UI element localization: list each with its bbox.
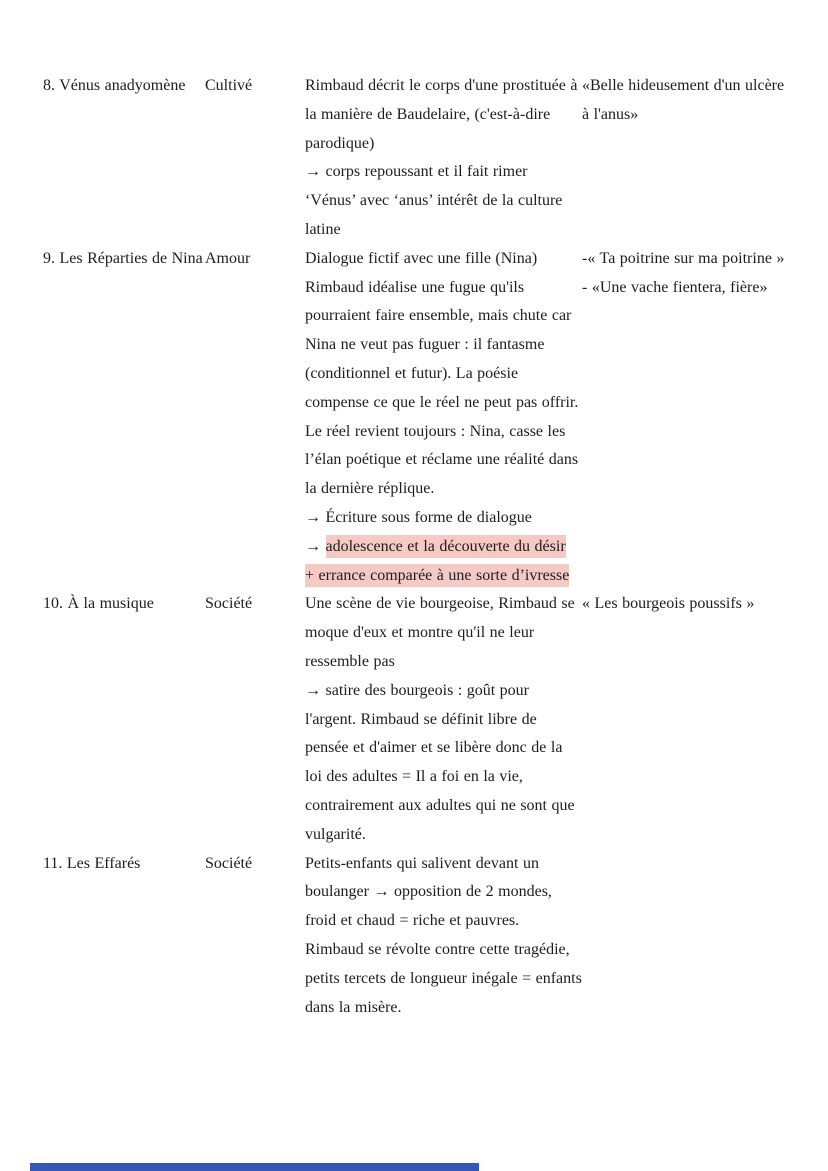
analysis-paragraph — [305, 245, 582, 504]
poem-analysis — [305, 850, 582, 1023]
text-segment: -« Ta poitrine sur ma poitrine » — [582, 249, 785, 267]
analysis-paragraph — [305, 158, 582, 244]
table-row — [43, 850, 791, 1023]
poem-theme: Société — [205, 854, 253, 872]
poem-quote — [582, 72, 791, 245]
text-segment: «Belle hideusement d'un ulcère à l'anus» — [582, 77, 785, 123]
table-row — [43, 72, 791, 245]
quote-paragraph — [582, 590, 791, 619]
analysis-paragraph — [305, 677, 582, 850]
table-row — [43, 590, 791, 849]
analysis-paragraph — [305, 533, 582, 562]
quote-paragraph — [582, 274, 791, 303]
text-segment: Petits-enfants qui salivent devant un boulanger → opposition de 2 mondes, froid et chaud = riche et pauvres. Rimbaud se révolte contre cette tragédie, petits tercets de longueur inégale = enfants dans la misère. — [305, 854, 582, 1016]
analysis-paragraph — [305, 850, 582, 1023]
text-segment: → satire des bourgeois : goût pour l'argent. Rimbaud se définit libre de pensée et d'aimer et se libère donc de la loi des adultes = Il a foi en la vie, contrairement aux adultes qui ne sont que vulgarité. — [305, 681, 575, 843]
poem-theme: Amour — [205, 249, 251, 267]
text-segment: → — [305, 537, 326, 555]
text-segment: Une scène de vie bourgeoise, Rimbaud se moque d'eux et montre qu'il ne leur ressemble pas — [305, 595, 575, 670]
poem-analysis — [305, 72, 582, 245]
poem-quote — [582, 590, 791, 849]
text-segment: → corps repoussant et il fait rimer ‘Vénus’ avec ‘anus’ intérêt de la culture latine — [305, 163, 563, 238]
poem-title: 11. Les Effarés — [43, 854, 141, 872]
analysis-paragraph — [305, 590, 582, 676]
text-segment: « Les bourgeois poussifs » — [582, 595, 755, 613]
next-table-blue-border — [30, 1163, 479, 1171]
analysis-paragraph — [305, 72, 582, 158]
poem-quote — [582, 850, 791, 1023]
poem-title: 10. À la musique — [43, 595, 154, 613]
poem-theme: Société — [205, 595, 253, 613]
analysis-paragraph — [305, 504, 582, 533]
poem-analysis-table — [43, 72, 791, 1022]
poem-title: 9. Les Réparties de Nina — [43, 249, 203, 267]
analysis-paragraph — [305, 562, 582, 591]
text-segment: Dialogue fictif avec une fille (Nina) Rimbaud idéalise une fugue qu'ils pourraient faire ensemble, mais chute car Nina ne veut pas fuguer : il fantasme (conditionnel et futur). La poésie compense ce que le réel ne peut pas offrir. Le réel revient toujours : Nina, casse les l’élan poétique et réclame une réalité dans la dernière réplique. — [305, 249, 579, 498]
poem-analysis — [305, 245, 582, 591]
table-row — [43, 245, 791, 591]
text-segment: → Écriture sous forme de dialogue — [305, 508, 532, 526]
quote-paragraph — [582, 245, 791, 274]
poem-quote — [582, 245, 791, 591]
highlighted-text: + errance comparée à une sorte d’ivresse — [305, 564, 569, 587]
text-segment: Rimbaud décrit le corps d'une prostituée à la manière de Baudelaire, (c'est-à-dire parodique) — [305, 77, 578, 152]
poem-title: 8. Vénus anadyomène — [43, 77, 186, 94]
quote-paragraph — [582, 72, 791, 130]
text-segment: - «Une vache fientera, fière» — [582, 278, 768, 296]
highlighted-text: adolescence et la découverte du désir — [326, 535, 566, 558]
poem-theme: Cultivé — [205, 77, 253, 94]
poem-analysis — [305, 590, 582, 849]
